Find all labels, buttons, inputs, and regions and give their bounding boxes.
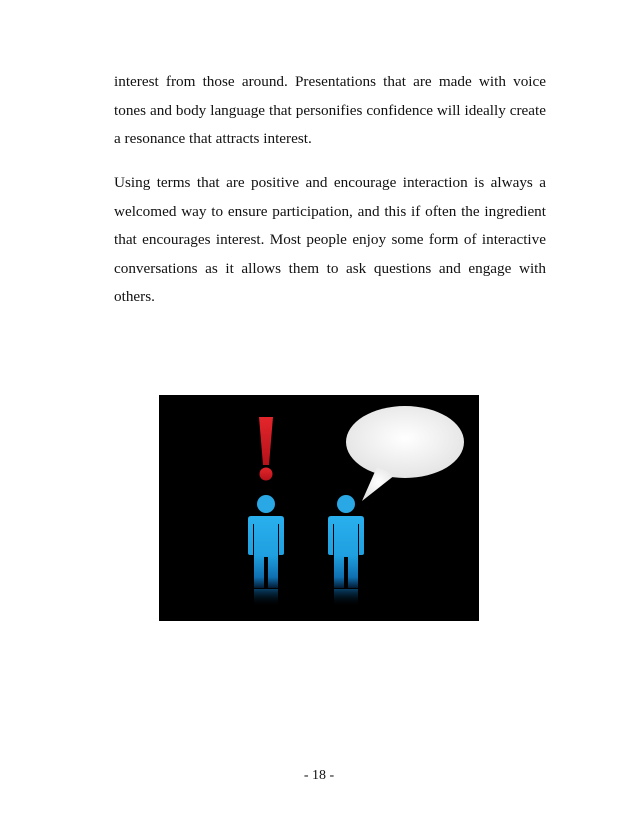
person-icon — [248, 495, 284, 607]
page-number: - 18 - — [303, 768, 335, 783]
paragraph-2: Using terms that are positive and encourage interaction is always a welcomed way to ensure participation, and this if often the ingredient that encourages interest. Most people enjoy some form of interactive conversations as it allows them to ask questions and engage with others. — [114, 174, 546, 305]
exclamation-icon — [259, 417, 273, 481]
person-icon — [328, 495, 364, 607]
illustration — [159, 395, 479, 621]
illustration-svg — [159, 395, 479, 621]
paragraph-1: interest from those around. Presentations that are made with voice tones and body language that personifies confidence will ideally create a resonance that attracts interest. — [114, 73, 546, 147]
speech-bubble-icon — [346, 406, 464, 501]
